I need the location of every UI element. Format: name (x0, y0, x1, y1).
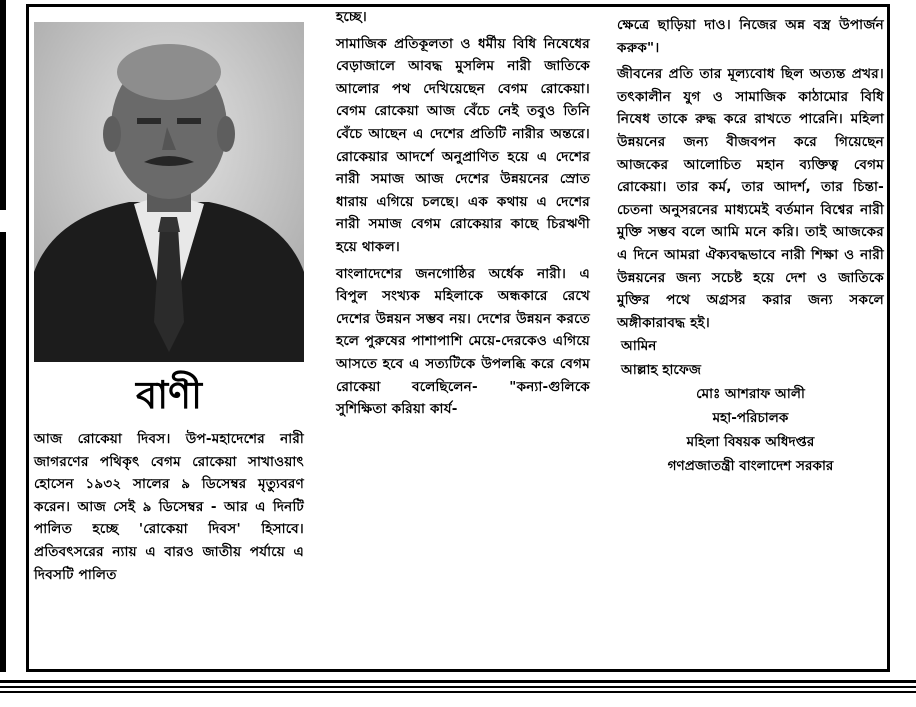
sign-allah-hafez: আল্লাহ হাফেজ (621, 362, 701, 379)
edge-mark-top (0, 0, 6, 210)
column-2-paragraph-1: হচ্ছে। (336, 9, 367, 25)
sign-name: মোঃ আশরাফ আলী (696, 386, 805, 403)
column-1 (34, 8, 304, 586)
column-3 (617, 14, 884, 478)
column-3-paragraph-1: ক্ষেত্রে ছাড়িয়া দাও। নিজের অন্ন বস্ত্র উপার্জন করুক"। (617, 17, 884, 56)
column-1-text: আজ রোকেয়া দিবস। উপ-মহাদেশের নারী জাগরণের পথিকৃৎ বেগম রোকেয়া সাখাওয়াৎ হোসেন ১৯৩২ সালের ৯ ডিসেম্বর মৃত্যুবরণ করেন। আজ সেই ৯ ডিসেম্বর - আর এ দিনটি পালিত হচ্ছে 'রোকেয়া দিবস' হিসাবে। প্রতিবৎসরের ন্যায় এ বারও জাতীয় পর্যায়ে এ দিবসটি পালিত (34, 431, 304, 583)
bottom-rule-1 (0, 680, 916, 683)
signature-block (617, 334, 884, 478)
bottom-rule-2 (0, 686, 916, 688)
sign-government: গণপ্রজাতন্ত্রী বাংলাদেশ সরকার (667, 458, 834, 475)
edge-mark-bottom (0, 232, 6, 672)
portrait-figure (34, 22, 304, 362)
portrait-photo (34, 22, 304, 362)
sign-amin: আমিন (621, 338, 657, 355)
bottom-rule-3 (0, 691, 916, 693)
column-2-paragraph-3: বাংলাদেশের জনগোষ্ঠির অর্ধেক নারী। এ বিপুল সংখ্যক মহিলাকে অন্ধকারে রেখে দেশের উন্নয়ন সম্ভব নয়। দেশের উন্নয়ন করতে হলে পুরুষের পাশাপাশি মেয়ে-দেরকেও এগিয়ে আসতে হবে এ সত্যটিকে উপলব্ধি করে বেগম রোকেয়া বলেছিলেন- "কন্যা-গুলিকে সুশিক্ষিতা করিয়া কার্য- (336, 265, 590, 418)
column-2 (336, 6, 590, 421)
column-2-paragraph-2: সামাজিক প্রতিকূলতা ও ধর্মীয় বিধি নিষেধের বেড়াজালে আবদ্ধ মুসলিম নারী জাতিকে আলোর পথ দেখিয়েছেন বেগম রোকেয়া। বেগম রোকেয়া আজ বেঁচে নেই তবুও তিনি বেঁচে আছেন এ দেশের প্রতিটি নারীর অন্তরে। রোকেয়ার আদর্শে অনুপ্রাণিত হয়ে এ দেশের নারী সমাজ আজ দেশের উন্নয়নের স্রোত ধারায় এগিয়ে চলছে। এক কথায় এ দেশের নারী সমাজ বেগম রোকেয়ার কাছে চিরঋণী হয়ে থাকল। (336, 35, 590, 255)
sign-department: মহিলা বিষয়ক অধিদপ্তর (686, 434, 815, 451)
sign-title: মহা-পরিচালক (712, 410, 789, 427)
heading-bani: বাণী (135, 373, 203, 417)
column-3-paragraph-2: জীবনের প্রতি তার মূল্যবোধ ছিল অত্যন্ত প্রখর। তৎকালীন যুগ ও সামাজিক কাঠামোর বিধি নিষেধ তাকে রুদ্ধ করে রাখতে পারেনি। মহিলা উন্নয়নের জন্য বীজবপন করে গিয়েছেন আজকের আলোচিত মহান ব্যক্তিত্ব বেগম রোকেয়া। তার কর্ম, তার আদর্শ, তার চিন্তা-চেতনা অনুসরনের মাধ্যমেই বর্তমান বিশ্বের নারী মুক্তি সম্ভব বলে আমি মনে করি। তাই আজকের এ দিনে আমরা ঐক্যবদ্ধভাবে নারী শিক্ষা ও নারী উন্নয়নের জন্য সচেষ্ট হয়ে দেশ ও জাতিকে মুক্তির পথে অগ্রসর করার জন্য সকলে অঙ্গীকারাবদ্ধ হই। (617, 66, 884, 331)
